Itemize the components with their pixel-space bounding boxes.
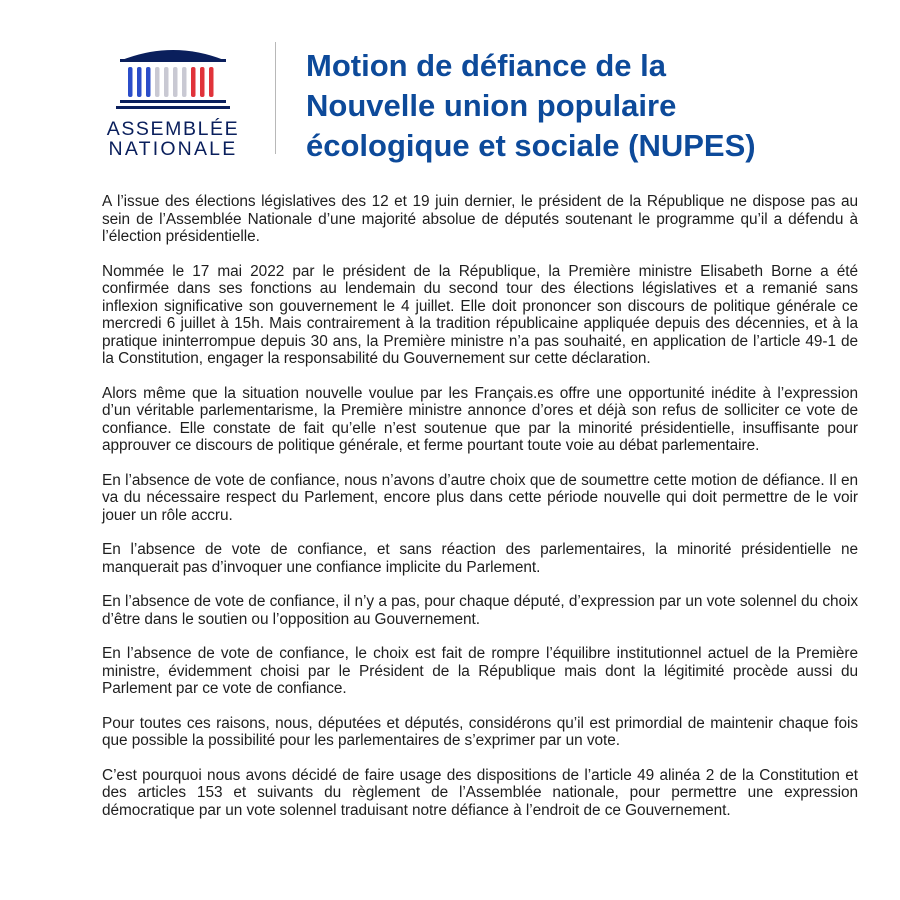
paragraph: En l’absence de vote de confiance, et sans réaction des parlementaires, la minorité présidentielle ne manquerait pas d’invoquer une confiance implicite du Parlement. (102, 541, 858, 576)
motion-text (102, 193, 858, 836)
assemblee-nationale-logo (100, 36, 246, 164)
header-divider (275, 42, 276, 154)
document-header (0, 0, 900, 175)
page-title (306, 46, 866, 166)
title-line: écologique et sociale (NUPES) (306, 128, 756, 163)
paragraph: En l’absence de vote de confiance, le choix est fait de rompre l’équilibre institutionnel actuel de la Première ministre, évidemment choisi par le Président de la République mais dont la légitimité procède aussi du Parlement par ce vote de confiance. (102, 645, 858, 697)
paragraph: Alors même que la situation nouvelle voulue par les Français.es offre une opportunité inédite à l’expression d’un véritable parlementarisme, la Première ministre annonce d’ores et déjà son refus de solliciter ce vote de confiance. Elle constate de fait qu’elle n’est soutenue que par la minorité présidentielle, insuffisante pour approuver ce discours de politique générale, et ferme pourtant toute voie au débat parlementaire. (102, 384, 858, 454)
logo-text-line2: NATIONALE (108, 138, 238, 160)
hemicycle-icon (100, 36, 246, 116)
paragraph: En l’absence de vote de confiance, il n’y a pas, pour chaque député, d’expression par un vote solennel du choix d’être dans le soutien ou l’opposition au Gouvernement. (102, 593, 858, 628)
title-line: Motion de défiance de la (306, 48, 666, 83)
paragraph: Pour toutes ces raisons, nous, députées et députés, considérons qu’il est primordial de maintenir chaque fois que possible la possibilité pour les parlementaires de s’exprimer par un vote. (102, 714, 858, 749)
paragraph: C’est pourquoi nous avons décidé de faire usage des dispositions de l’article 49 alinéa 2 de la Constitution et des articles 153 et suivants du règlement de l’Assemblée nationale, pour permettre une expression démocratique par un vote solennel traduisant notre défiance à l’endroit de ce Gouvernement. (102, 766, 858, 819)
paragraph: Nommée le 17 mai 2022 par le président de la République, la Première ministre Elisabeth Borne a été confirmée dans ses fonctions au lendemain du second tour des élections législatives et a remanié sans inflexion significative son gouvernement le 4 juillet. Elle doit prononcer son discours de politique générale ce mercredi 6 juillet à 15h. Mais contrairement à la tradition républicaine appliquée depuis des décennies, et à la pratique ininterrompue depuis 30 ans, la Première ministre n’a pas souhaité, en application de l’article 49-1 de la Constitution, engager la responsabilité du Gouvernement sur cette déclaration. (102, 262, 858, 367)
logo-text-line1: ASSEMBLÉE (106, 118, 240, 140)
paragraph: En l’absence de vote de confiance, nous n’avons d’autre choix que de soumettre cette motion de défiance. Il en va du nécessaire respect du Parlement, encore plus dans cette période nouvelle qui doit permettre de le voir jouer un rôle accru. (102, 471, 858, 524)
title-line: Nouvelle union populaire (306, 88, 677, 123)
paragraph: A l’issue des élections législatives des 12 et 19 juin dernier, le président de la République ne dispose pas au sein de l’Assemblée Nationale d’une majorité absolue de députés soutenant le programme qu’il a défendu à l’élection présidentielle. (102, 193, 858, 245)
